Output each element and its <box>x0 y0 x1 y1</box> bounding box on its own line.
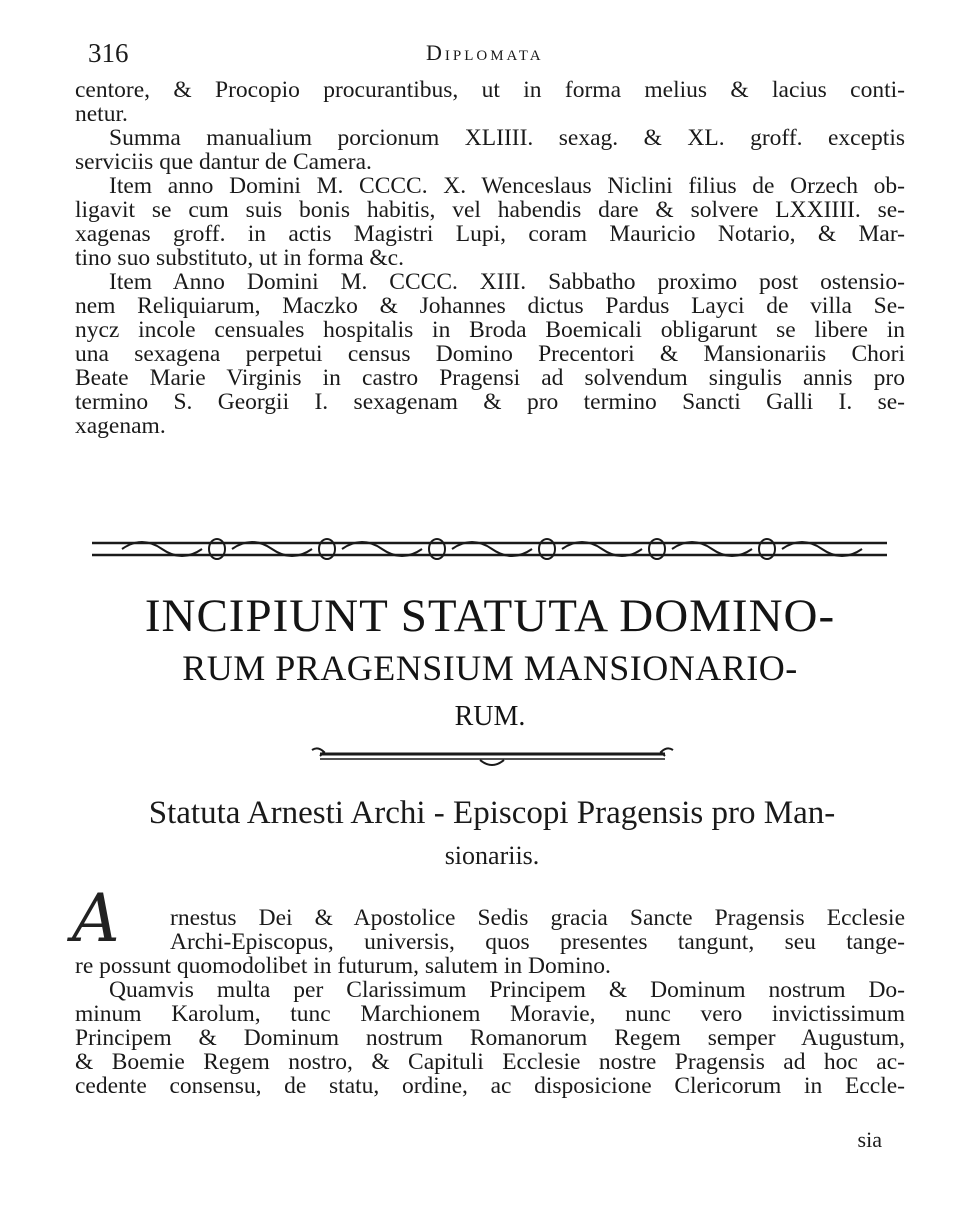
text-line: una sexagena perpetui census Domino Precentori & Mansionariis Chori <box>75 341 905 367</box>
text-line: termino S. Georgii I. sexagenam & pro termino Sancti Galli I. se- <box>75 389 905 415</box>
top-text-block <box>75 78 905 438</box>
text-line: Quamvis multa per Clarissimum Principem & Dominum nostrum Do- <box>109 977 905 1003</box>
text-line: serviciis que dantur de Camera. <box>75 149 372 175</box>
page-header <box>88 38 910 72</box>
first-paragraph-rest <box>75 954 905 1098</box>
text-line: & Boemie Regem nostro, & Capituli Ecclesie nostre Pragensis ad hoc ac- <box>75 1049 905 1075</box>
catchword: sia <box>857 1127 882 1152</box>
running-head: Diplomata <box>426 40 544 65</box>
title-line-1: INCIPIUNT STATUTA DOMINO- <box>144 590 836 642</box>
text-line: rnestus Dei & Apostolice Sedis gracia Sancte Pragensis Ecclesie <box>170 905 905 931</box>
text-line: Beate Marie Virginis in castro Pragensi ad solvendum singulis annis pro <box>75 365 905 391</box>
decorated-initial: A <box>72 880 120 957</box>
text-line: xagenam. <box>75 413 166 439</box>
text-line: xagenas groff. in actis Magistri Lupi, coram Mauricio Notario, & Mar- <box>75 221 905 247</box>
section-heading-continued: sionariis. <box>444 841 540 870</box>
title-line-2: RUM PRAGENSIUM MANSIONARIO- <box>182 648 798 688</box>
text-line: Item Anno Domini M. CCCC. XIII. Sabbatho proximo post ostensio- <box>109 269 905 295</box>
text-line: centore, & Procopio procurantibus, ut in forma melius & lacius conti- <box>75 77 905 103</box>
text-line: ligavit se cum suis bonis habitis, vel habendis dare & solvere LXXIIII. se- <box>75 197 905 223</box>
ornamental-border <box>92 533 887 565</box>
text-line: tino suo substituto, ut in forma &c. <box>75 245 404 271</box>
text-line: nycz incole censuales hospitalis in Broda Boemicali obligarunt se libere in <box>75 317 905 343</box>
page-number: 316 <box>88 38 129 68</box>
text-line: cedente consensu, de statu, ordine, ac disposicione Clericorum in Eccle- <box>75 1073 905 1099</box>
text-line: nem Reliquiarum, Maczko & Johannes dictus Pardus Layci de villa Se- <box>75 293 905 319</box>
section-heading: Statuta Arnesti Archi - Episcopi Pragensis pro Man- <box>148 795 836 831</box>
text-line: re possunt quomodolibet in futurum, salutem in Domino. <box>75 953 611 979</box>
text-line: Item anno Domini M. CCCC. X. Wenceslaus Niclini filius de Orzech ob- <box>109 173 905 199</box>
decorative-rule <box>310 744 675 770</box>
first-paragraph-top <box>170 906 905 954</box>
text-line: netur. <box>75 101 128 127</box>
text-line: Principem & Dominum nostrum Romanorum Regem semper Augustum, <box>75 1025 905 1051</box>
text-line: minum Karolum, tunc Marchionem Moravie, nunc vero invictissimum <box>75 1001 905 1027</box>
text-line: Archi-Episcopus, universis, quos presentes tangunt, seu tange- <box>170 929 905 955</box>
title-line-3: RUM. <box>454 701 526 732</box>
text-line: Summa manualium porcionum XLIIII. sexag. & XL. groff. exceptis <box>109 125 905 151</box>
